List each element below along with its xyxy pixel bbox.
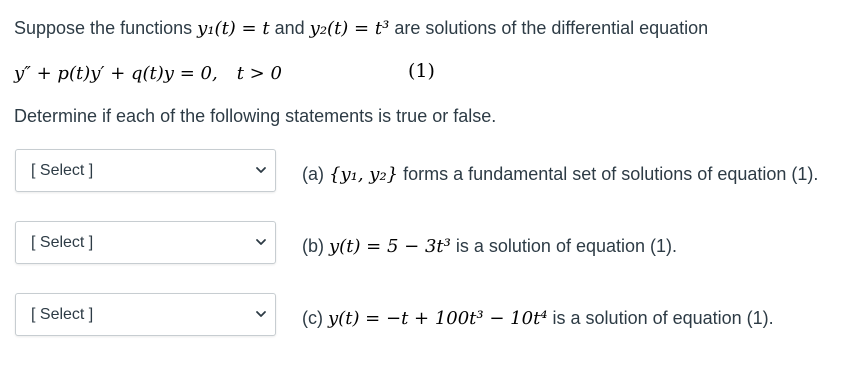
statement-letter: (c) [302,308,323,328]
chevron-down-icon [255,236,267,248]
statement-c [302,306,774,331]
select-placeholder: [ Select ] [31,234,94,251]
y2-definition: y₂(t) = t³ [309,18,390,39]
y1-definition: y₁(t) = t [197,18,270,39]
answer-select-b[interactable] [15,221,276,264]
statement-b [302,234,677,259]
statement-math: y(t) = −t + 100t³ − 10t⁴ [328,308,548,329]
statement-text: is a solution of equation (1). [455,236,678,256]
select-placeholder: [ Select ] [31,306,94,323]
answer-select-c[interactable] [15,293,276,336]
question-intro [14,16,708,41]
statement-math: y(t) = 5 − 3t³ [329,236,451,257]
statement-math: {y₁, y₂} [329,164,399,185]
equation-condition: t > 0 [236,63,282,84]
statement-text: forms a fundamental set of solutions of equation (1). [403,164,819,184]
statement-letter: (a) [302,164,324,184]
answer-select-a[interactable] [15,149,276,192]
intro-suffix: are solutions of the differential equation [394,18,709,38]
select-placeholder: [ Select ] [31,162,94,179]
statement-a [302,162,818,187]
statement-letter: (b) [302,236,324,256]
equation-number: (1) [408,60,435,82]
statement-text: is a solution of equation (1). [552,308,774,328]
chevron-down-icon [255,308,267,320]
and-word: and [274,18,305,38]
chevron-down-icon [255,164,267,176]
intro-prefix: Suppose the functions [14,18,193,38]
instruction-text: Determine if each of the following statements is true or false. [14,106,497,126]
differential-equation [14,61,282,86]
equation-text: y″ + p(t)y′ + q(t)y = 0, [14,63,218,84]
